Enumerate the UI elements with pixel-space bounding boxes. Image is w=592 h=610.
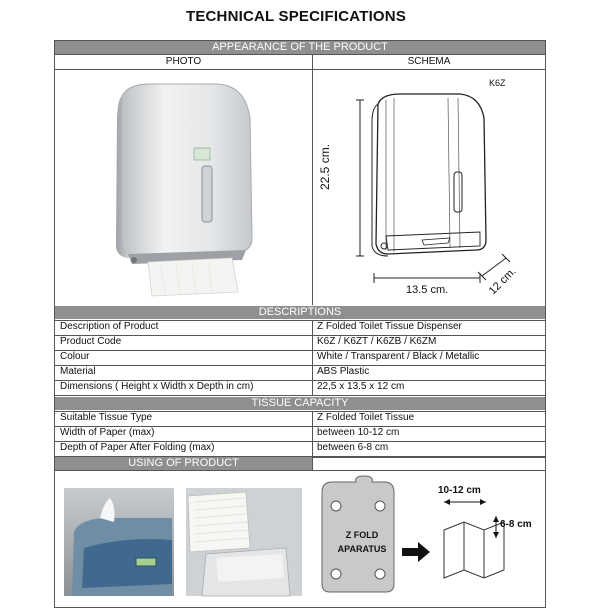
- spec-label: Suitable Tissue Type: [60, 412, 153, 423]
- usage-photo-dispenser: [64, 488, 174, 596]
- column-divider: [312, 411, 313, 456]
- spec-label: Material: [60, 366, 96, 377]
- schema-header: SCHEMA: [407, 56, 451, 67]
- usage-band: USING OF PRODUCT: [55, 457, 312, 470]
- spec-value: 22,5 x 13.5 x 12 cm: [317, 381, 405, 392]
- divider: [55, 69, 545, 70]
- dim-height-label: 22.5 cm.: [318, 143, 332, 190]
- dim-width-label: 13.5 cm.: [406, 284, 449, 296]
- spec-value: Z Folded Toilet Tissue Dispenser: [317, 321, 462, 332]
- dim-depth-label: 12 cm.: [486, 265, 519, 298]
- row-divider: [55, 365, 545, 366]
- usage-photo-tissue: [186, 488, 302, 596]
- capacity-band: TISSUE CAPACITY: [55, 397, 545, 410]
- descriptions-band: DESCRIPTIONS: [55, 306, 545, 319]
- divider: [312, 457, 545, 458]
- divider: [312, 55, 313, 305]
- page-title: TECHNICAL SPECIFICATIONS: [185, 8, 407, 25]
- spec-value: K6Z / K6ZT / K6ZB / K6ZM: [317, 336, 437, 347]
- fold-width-label: 10-12 cm: [438, 485, 481, 496]
- divider: [312, 457, 313, 470]
- spec-label: Width of Paper (max): [60, 427, 155, 438]
- spec-label: Colour: [60, 351, 90, 362]
- photo-header: PHOTO: [165, 56, 202, 67]
- apparatus-label-line1: Z FOLD: [345, 530, 379, 540]
- model-code: K6Z: [489, 78, 506, 88]
- row-divider: [55, 335, 545, 336]
- spec-label: Description of Product: [60, 321, 159, 332]
- appearance-band: APPEARANCE OF THE PRODUCT: [55, 41, 545, 54]
- spec-label: Depth of Paper After Folding (max): [60, 442, 215, 453]
- row-divider: [55, 395, 545, 396]
- spec-value: White / Transparent / Black / Metallic: [317, 351, 480, 362]
- spec-value: ABS Plastic: [317, 366, 370, 377]
- column-divider: [312, 320, 313, 395]
- product-photo: [100, 78, 270, 303]
- spec-value: between 10-12 cm: [317, 427, 400, 438]
- divider: [55, 470, 545, 471]
- spec-value: between 6-8 cm: [317, 442, 389, 453]
- spec-label: Dimensions ( Height x Width x Depth in cm): [60, 381, 254, 392]
- divider: [55, 54, 545, 55]
- fold-depth-label: 6-8 cm: [500, 519, 532, 530]
- spec-value: Z Folded Toilet Tissue: [317, 412, 415, 423]
- apparatus-label-line2: APARATUS: [337, 544, 387, 554]
- spec-label: Product Code: [60, 336, 122, 347]
